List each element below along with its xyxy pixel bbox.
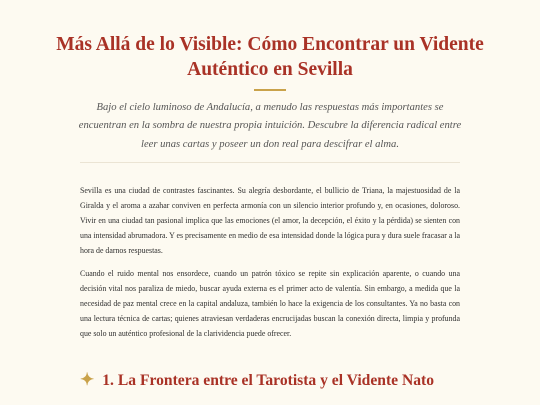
section-heading-text: 1. La Frontera entre el Tarotista y el Vidente Nato [102, 372, 435, 389]
sparkle-icon: ✦ [80, 370, 95, 389]
body-paragraph-2: Cuando el ruido mental nos ensordece, cuando un patrón tóxico se repite sin explicación aparente, o cuando una decisión vital nos paraliza de miedo, buscar ayuda externa es el primer acto de valentía. Sin embargo, a medida que la necesidad de paz mental crece en la capital andaluza, también lo hace la exigencia de los consultantes. Ya no basta con una lectura técnica de cartas; quienes atraviesan verdaderas encrucijadas buscan la conexión directa, limpia y profunda que solo un auténtico profesional de la clarividencia puede ofrecer. [80, 269, 460, 339]
body-paragraph-1: Sevilla es una ciudad de contrastes fascinantes. Su alegría desbordante, el bullicio de Triana, la majestuosidad de la Giralda y el aroma a azahar conviven en perfecta armonía con un silencio interior profundo y, en ocasiones, doloroso. Vivir en una ciudad tan pasional implica que las emociones (el amor, la decepción, el éxito y la pérdida) se sienten con una intensidad abrumadora. Y es precisamente en medio de esa intensidad donde la lógica pura y dura suele fracasar a la hora de darnos respuestas. [80, 186, 460, 256]
title-accent-divider [254, 89, 286, 91]
article-subtitle: Bajo el cielo luminoso de Andalucía, a menudo las respuestas más importantes se encuentran en la sombra de nuestra propia intuición. Descubre la diferencia radical entre leer unas cartas y poseer un don real para descifrar el alma. [78, 102, 462, 150]
article-title: Más Allá de lo Visible: Cómo Encontrar un Vidente Auténtico en Sevilla [56, 34, 484, 80]
section-heading-1 [80, 369, 500, 392]
section-separator [80, 162, 460, 163]
